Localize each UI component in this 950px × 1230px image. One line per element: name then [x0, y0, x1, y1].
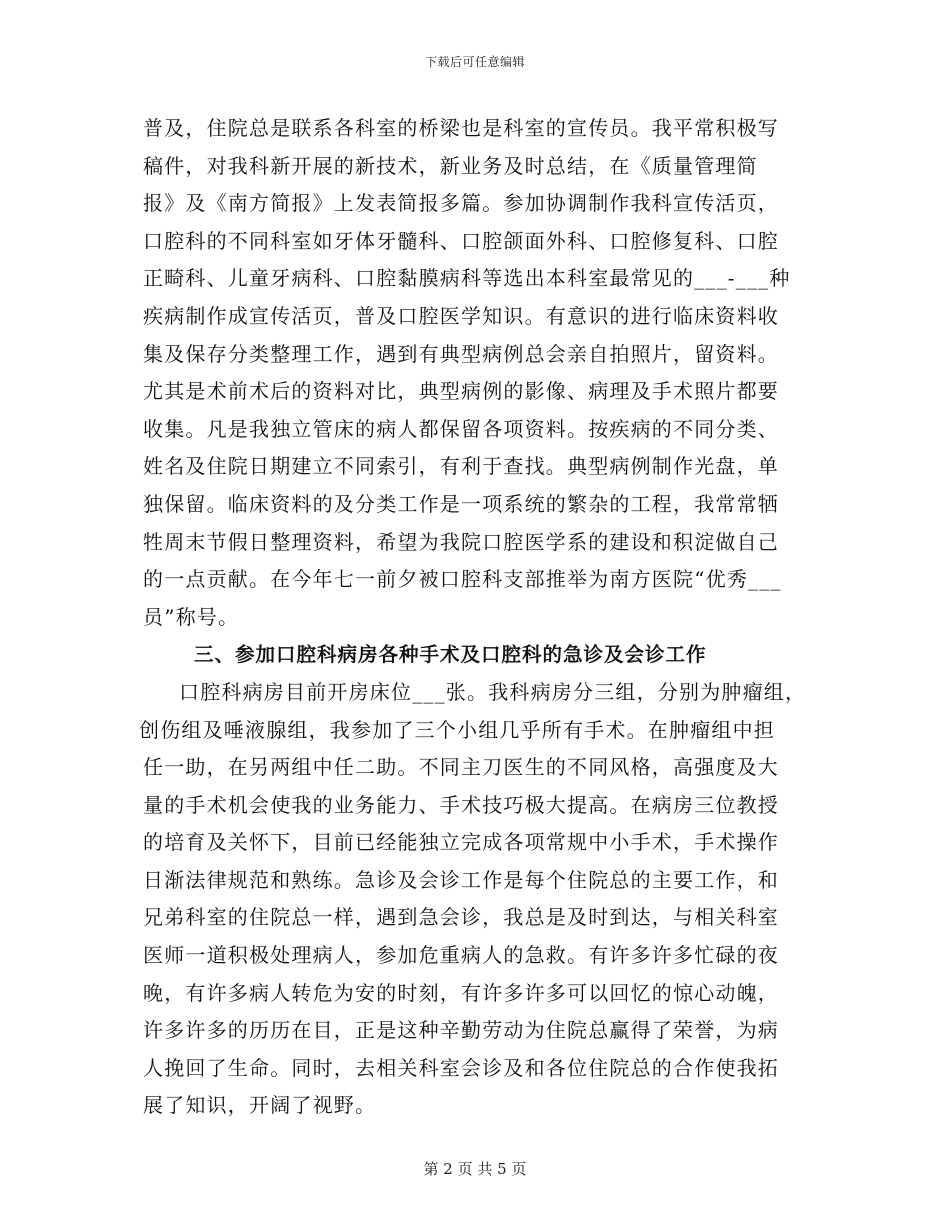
- page-header: 下载后可任意编辑: [424, 55, 525, 69]
- body-line: 普及，住院总是联系各科室的桥梁也是科室的宣传员。我平常积极写: [143, 116, 779, 140]
- body-line: 展了知识，开阔了视野。: [143, 1093, 377, 1118]
- body-line: 牲周末节假日整理资料，希望为我院口腔医学系的建设和积淀做自己: [143, 529, 779, 554]
- body-line: 兄弟科室的住院总一样，遇到急会诊，我总是及时到达，与相关科室: [143, 905, 779, 930]
- body-line: 量的手术机会使我的业务能力、手术技巧极大提高。在病房三位教授: [143, 792, 779, 817]
- body-line: 独保留。临床资料的及分类工作是一项系统的繁杂的工程，我常常牺: [143, 491, 779, 516]
- body-line: 集及保存分类整理工作，遇到有典型病例总会亲自拍照片，留资料。: [143, 341, 779, 366]
- body-line: 的一点贡献。在今年七一前夕被口腔科支部推举为南方医院“优秀___: [143, 567, 782, 592]
- body-line: 疾病制作成宣传活页，普及口腔医学知识。有意识的进行临床资料收: [143, 303, 779, 328]
- body-line: 尤其是术前术后的资料对比，典型病例的影像、病理及手术照片都要: [143, 379, 779, 404]
- body-line: 晚，有许多病人转危为安的时刻，有许多许多可以回忆的惊心动魄，: [143, 980, 779, 1005]
- body-line: 正畸科、儿童牙病科、口腔黏膜病科等选出本科室最常见的___-___种: [143, 266, 791, 291]
- body-line: 报》及《南方简报》上发表简报多篇。参加协调制作我科宣传活页，: [143, 191, 779, 216]
- section-heading: 三、参加口腔科病房各种手术及口腔科的急诊及会诊工作: [194, 643, 707, 667]
- body-line: 日渐法律规范和熟练。急诊及会诊工作是每个住院总的主要工作，和: [143, 867, 779, 892]
- body-line: 人挽回了生命。同时，去相关科室会诊及和各位住院总的合作使我拓: [143, 1055, 779, 1080]
- body-line: 医师一道积极处理病人，参加危重病人的急救。有许多许多忙碌的夜: [143, 943, 779, 968]
- body-line: 口腔科病房目前开房床位___张。我科病房分三组，分别为肿瘤组，: [179, 679, 807, 704]
- body-line: 创伤组及唾液腺组，我参加了三个小组几乎所有手术。在肿瘤组中担: [139, 717, 775, 742]
- body-line: 的培育及关怀下，目前已经能独立完成各项常规中小手术，手术操作: [143, 830, 779, 855]
- body-line: 稿件，对我科新开展的新技术，新业务及时总结，在《质量管理简: [143, 153, 758, 178]
- body-line: 姓名及住院日期建立不同索引，有利于查找。典型病例制作光盘，单: [143, 454, 779, 479]
- body-line: 许多许多的历历在目，正是这种辛勤劳动为住院总赢得了荣誉，为病: [143, 1018, 779, 1043]
- page-footer: 第 2 页 共 5 页: [423, 1160, 527, 1178]
- body-line: 员”称号。: [143, 604, 240, 629]
- document-body: [139, 110, 823, 1125]
- body-line: 任一助，在另两组中任二助。不同主刀医生的不同风格，高强度及大: [143, 755, 779, 780]
- body-line: 收集。凡是我独立管床的病人都保留各项资料。按疾病的不同分类、: [143, 416, 779, 441]
- body-line: 口腔科的不同科室如牙体牙髓科、口腔颌面外科、口腔修复科、口腔: [143, 228, 779, 253]
